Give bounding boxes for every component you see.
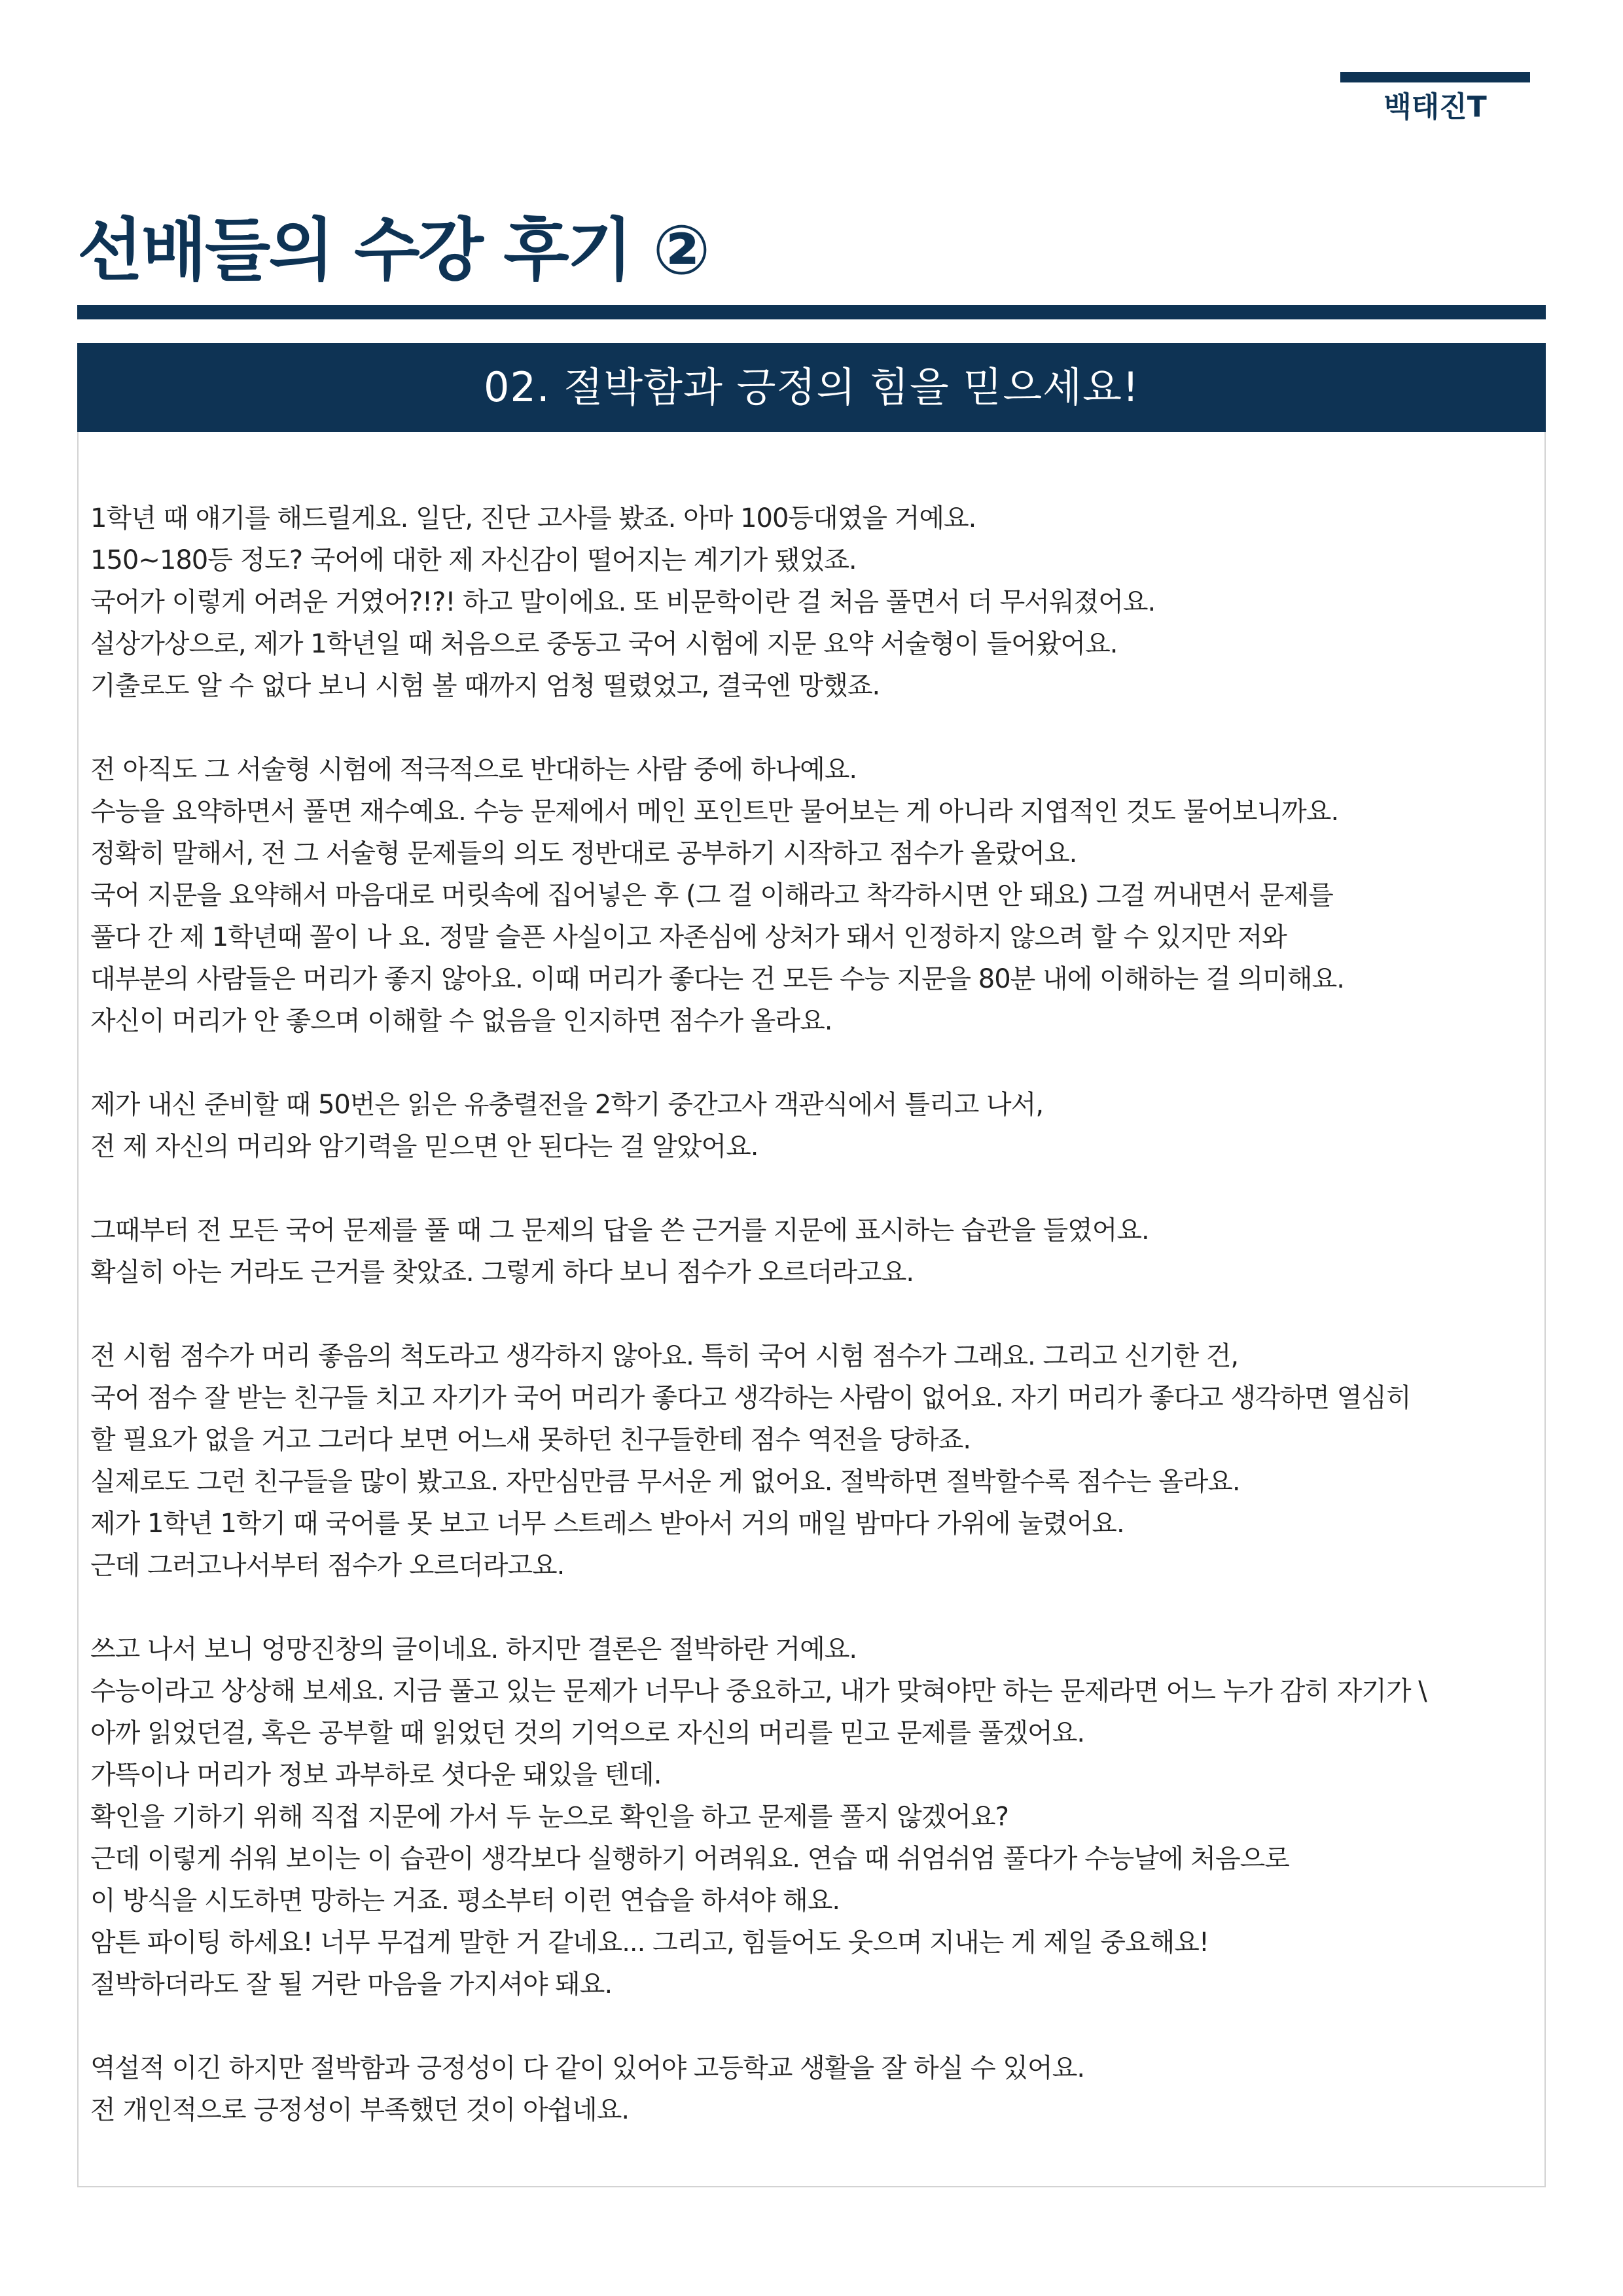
text-line: 전 아직도 그 서술형 시험에 적극적으로 반대하는 사람 중에 하나예요. [90, 755, 857, 785]
text-line: 실제로도 그런 친구들을 많이 봤고요. 자만심만큼 무서운 게 없어요. 절박하면 절박할수록 점수는 올라요. [90, 1467, 1240, 1497]
paragraph [90, 1628, 1538, 2005]
text-line: 할 필요가 없을 거고 그러다 보면 어느새 못하던 친구들한테 점수 역전을 당하죠. [90, 1425, 971, 1455]
text-line: 전 제 자신의 머리와 암기력을 믿으면 안 된다는 걸 알았어요. [90, 1132, 758, 1162]
title-divider [77, 305, 1546, 319]
text-line: 역설적 이긴 하지만 절박함과 긍정성이 다 같이 있어야 고등학교 생활을 잘 하실 수 있어요. [90, 2053, 1085, 2083]
paragraph [90, 749, 1538, 1042]
text-line: 1학년 때 얘기를 해드릴게요. 일단, 진단 고사를 봤죠. 아마 100등대였을 거예요. [90, 503, 976, 533]
text-line: 그때부터 전 모든 국어 문제를 풀 때 그 문제의 답을 쓴 근거를 지문에 표시하는 습관을 들였어요. [90, 1215, 1149, 1246]
brand-accent-bar [1340, 72, 1530, 82]
body-text [90, 497, 1538, 2173]
text-line: 대부분의 사람들은 머리가 좋지 않아요. 이때 머리가 좋다는 건 모든 수능 지문을 80분 내에 이해하는 걸 의미해요. [90, 964, 1344, 994]
text-line: 자신이 머리가 안 좋으며 이해할 수 없음을 인지하면 점수가 올라요. [90, 1006, 832, 1036]
section-heading: 02. 절박함과 긍정의 힘을 믿으세요! [77, 343, 1546, 432]
text-line: 가뜩이나 머리가 정보 과부하로 셧다운 돼있을 텐데. [90, 1760, 662, 1790]
text-line: 쓰고 나서 보니 엉망진창의 글이네요. 하지만 결론은 절박하란 거예요. [90, 1634, 857, 1664]
text-line: 아까 읽었던걸, 혹은 공부할 때 읽었던 것의 기억으로 자신의 머리를 믿고 문제를 풀겠어요. [90, 1718, 1085, 1748]
text-line: 제가 내신 준비할 때 50번은 읽은 유충렬전을 2학기 중간고사 객관식에서 틀리고 나서, [90, 1090, 1044, 1120]
text-line: 수능을 요약하면서 풀면 재수예요. 수능 문제에서 메인 포인트만 물어보는 게 아니라 지엽적인 것도 물어보니까요. [90, 797, 1339, 827]
page-title: 선배들의 수강 후기 ② [77, 210, 709, 290]
text-line: 암튼 파이팅 하세요! 너무 무겁게 말한 거 같네요... 그리고, 힘들어도 웃으며 지내는 게 제일 중요해요! [90, 1928, 1209, 1958]
text-line: 확실히 아는 거라도 근거를 찾았죠. 그렇게 하다 보니 점수가 오르더라고요. [90, 1257, 914, 1287]
text-line: 전 개인적으로 긍정성이 부족했던 것이 아쉽네요. [90, 2095, 630, 2125]
brand-name: 백태진T [1383, 90, 1487, 124]
paragraph [90, 1084, 1538, 1168]
text-line: 절박하더라도 잘 될 거란 마음을 가지셔야 돼요. [90, 1969, 613, 2000]
paragraph [90, 497, 1538, 707]
text-line: 기출로도 알 수 없다 보니 시험 볼 때까지 엄청 떨렸었고, 결국엔 망했죠. [90, 671, 880, 701]
text-line: 150~180등 정도? 국어에 대한 제 자신감이 떨어지는 계기가 됐었죠. [90, 545, 857, 575]
text-line: 제가 1학년 1학기 때 국어를 못 보고 너무 스트레스 받아서 거의 매일 밤마다 가위에 눌렸어요. [90, 1509, 1124, 1539]
text-line: 전 시험 점수가 머리 좋음의 척도라고 생각하지 않아요. 특히 국어 시험 점수가 그래요. 그리고 신기한 건, [90, 1341, 1239, 1371]
text-line: 국어 지문을 요약해서 마음대로 머릿속에 집어넣은 후 (그 걸 이해라고 착각하시면 안 돼요) 그걸 꺼내면서 문제를 [90, 880, 1333, 910]
text-line: 확인을 기하기 위해 직접 지문에 가서 두 눈으로 확인을 하고 문제를 풀지 않겠어요? [90, 1802, 1008, 1832]
text-line: 설상가상으로, 제가 1학년일 때 처음으로 중동고 국어 시험에 지문 요약 서술형이 들어왔어요. [90, 629, 1118, 659]
text-line: 이 방식을 시도하면 망하는 거죠. 평소부터 이런 연습을 하셔야 해요. [90, 1886, 840, 1916]
paragraph [90, 1210, 1538, 1293]
text-line: 풀다 간 제 1학년때 꼴이 나 요. 정말 슬픈 사실이고 자존심에 상처가 돼서 인정하지 않으려 할 수 있지만 저와 [90, 922, 1287, 952]
paragraph [90, 1335, 1538, 1587]
paragraph [90, 2047, 1538, 2131]
text-line: 수능이라고 상상해 보세요. 지금 풀고 있는 문제가 너무나 중요하고, 내가 맞혀야만 하는 문제라면 어느 누가 감히 자기가 \ [90, 1676, 1427, 1706]
text-line: 근데 이렇게 쉬워 보이는 이 습관이 생각보다 실행하기 어려워요. 연습 때 쉬엄쉬엄 풀다가 수능날에 처음으로 [90, 1844, 1289, 1874]
text-line: 근데 그러고나서부터 점수가 오르더라고요. [90, 1551, 565, 1581]
text-line: 국어 점수 잘 받는 친구들 치고 자기가 국어 머리가 좋다고 생각하는 사람이 없어요. 자기 머리가 좋다고 생각하면 열심히 [90, 1383, 1411, 1413]
text-line: 정확히 말해서, 전 그 서술형 문제들의 의도 정반대로 공부하기 시작하고 점수가 올랐어요. [90, 838, 1077, 869]
text-line: 국어가 이렇게 어려운 거였어?!?! 하고 말이에요. 또 비문학이란 걸 처음 풀면서 더 무서워졌어요. [90, 587, 1156, 617]
